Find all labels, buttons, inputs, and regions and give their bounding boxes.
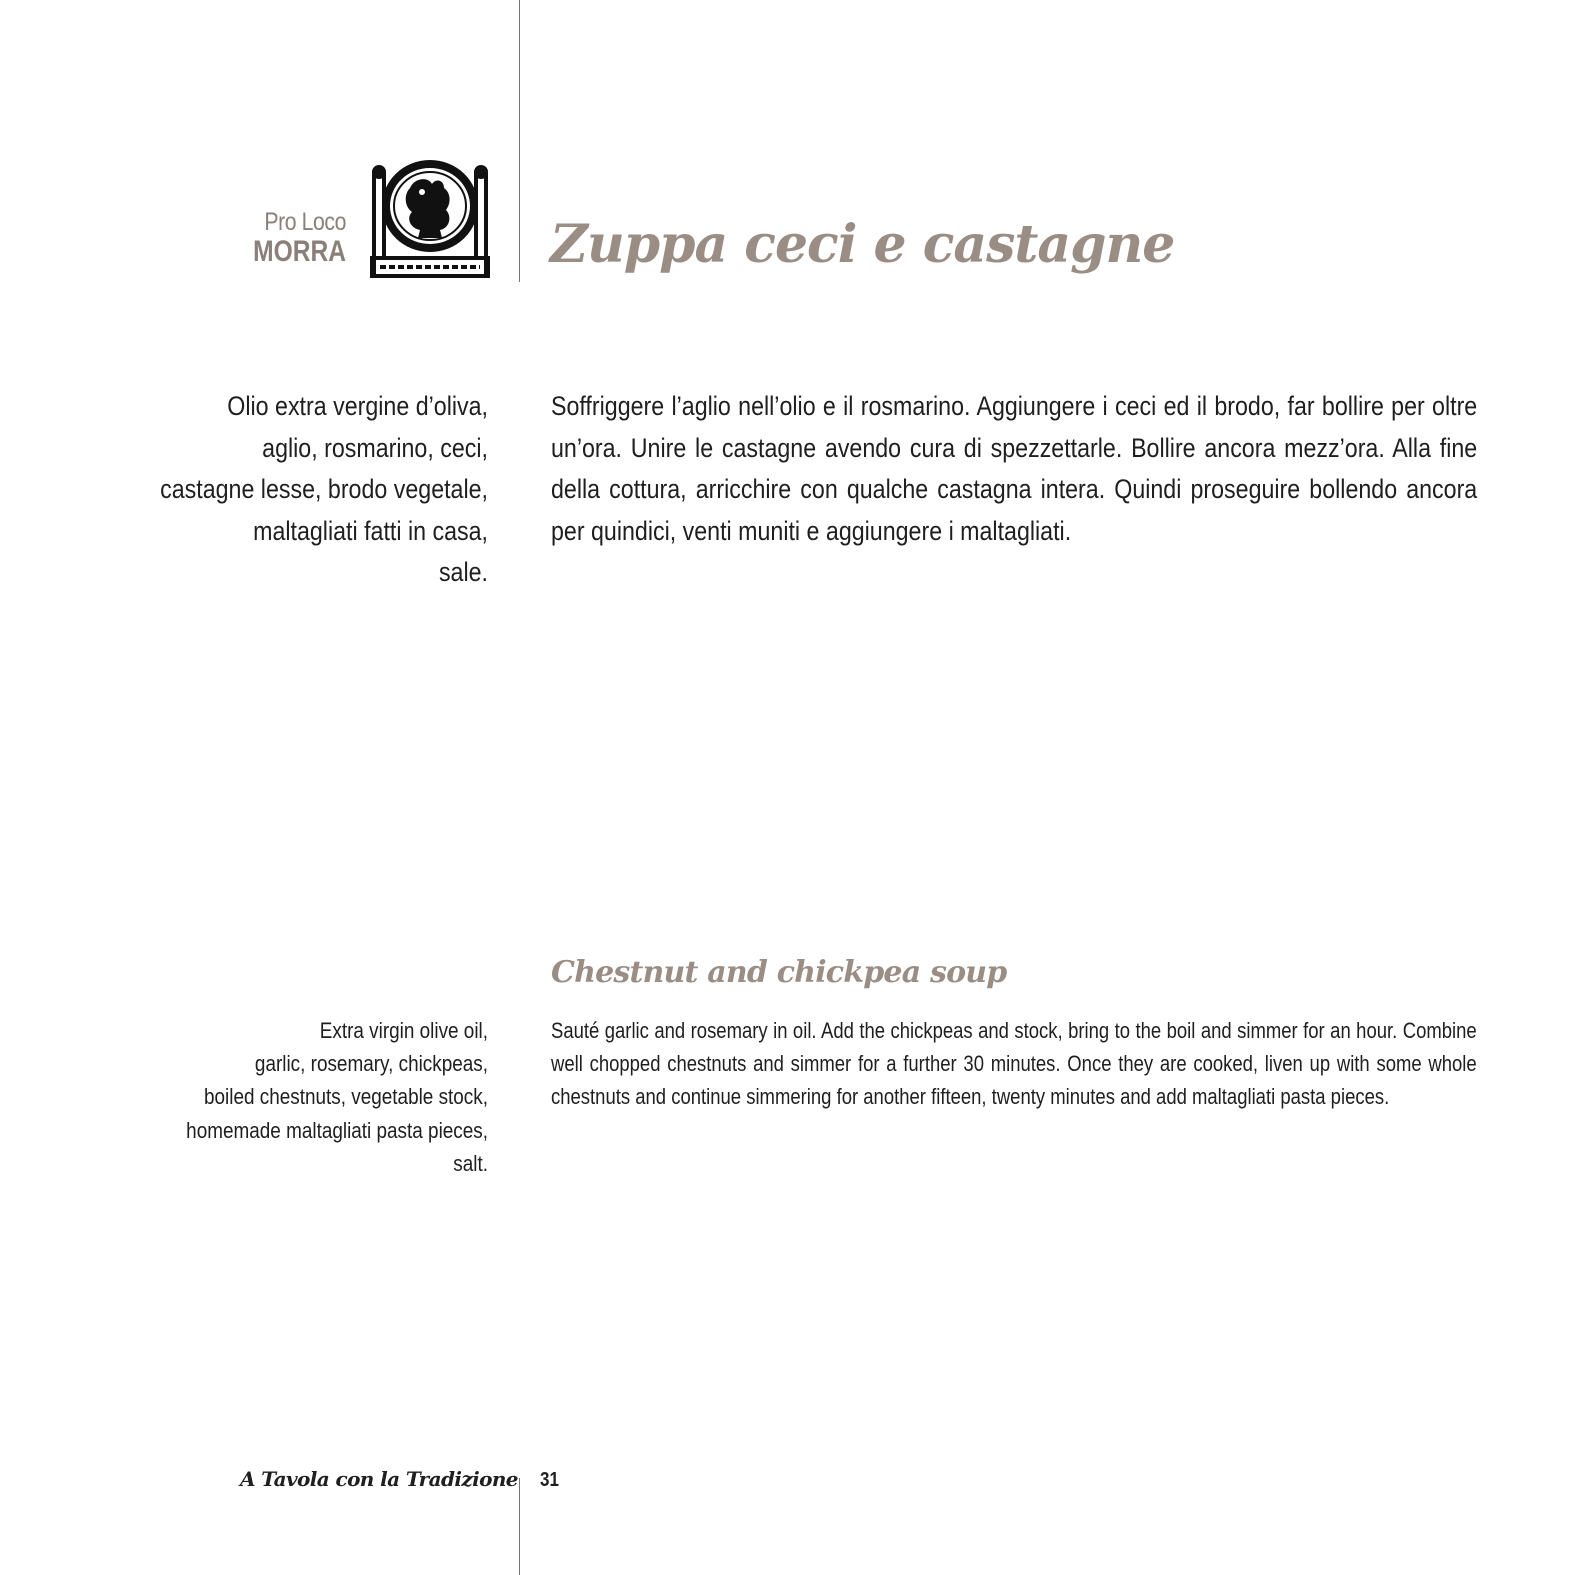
ingredient-line: salt. <box>453 1150 488 1176</box>
ingredient-line: Extra virgin olive oil, <box>319 1018 488 1043</box>
ingredient-line: castagne lesse, brodo vegetale, <box>160 474 488 504</box>
ingredient-line: homemade maltagliati pasta pieces, <box>186 1117 489 1143</box>
ingredients-italian <box>100 386 488 594</box>
vertical-divider-bottom <box>519 1478 520 1575</box>
organization-line1: Pro Loco <box>264 208 346 236</box>
page-number: 31 <box>540 1469 559 1491</box>
organization-name <box>220 208 346 268</box>
method-italian-container <box>551 386 1477 552</box>
pro-loco-logo-icon <box>370 158 490 280</box>
method-italian: Soffriggere l’aglio nell’olio e il rosmarino. Aggiungere i ceci ed il brodo, far bollire per oltre un’ora. Unire le castagne avendo cura di spezzettarle. Bollire ancora mezz’ora. Alla fine della cottura, arricchire con qualche castagna intera. Quindi proseguire bollendo ancora per quindici, venti muniti e aggiungere i maltagliati. <box>551 391 1478 546</box>
ingredient-line: boiled chestnuts, vegetable stock, <box>204 1084 488 1110</box>
recipe-title: Zuppa ceci e castagne <box>550 214 1175 275</box>
ingredient-line: maltagliati fatti in casa, <box>253 515 488 546</box>
footer-book-title: A Tavola con la Tradizione <box>240 1467 518 1491</box>
method-english-container <box>551 1014 1477 1114</box>
ingredients-english <box>100 1014 488 1180</box>
method-english: Sauté garlic and rosemary in oil. Add the chickpeas and stock, bring to the boil and simmer for an hour. Combine well chopped chestnuts and simmer for a further 30 minutes. Once they are cooked, liven up with some whole chestnuts and continue simmering for another fifteen, twenty minutes and add maltagliati pasta pieces. <box>551 1018 1477 1110</box>
english-title: Chestnut and chickpea soup <box>551 955 1007 990</box>
ingredient-line: Olio extra vergine d’oliva, <box>227 391 488 421</box>
ingredient-line: aglio, rosmarino, ceci, <box>262 432 488 463</box>
ingredient-line: sale. <box>438 557 488 587</box>
organization-line2: MORRA <box>253 235 346 268</box>
vertical-divider-top <box>519 0 520 282</box>
ingredient-line: garlic, rosemary, chickpeas, <box>254 1051 488 1077</box>
